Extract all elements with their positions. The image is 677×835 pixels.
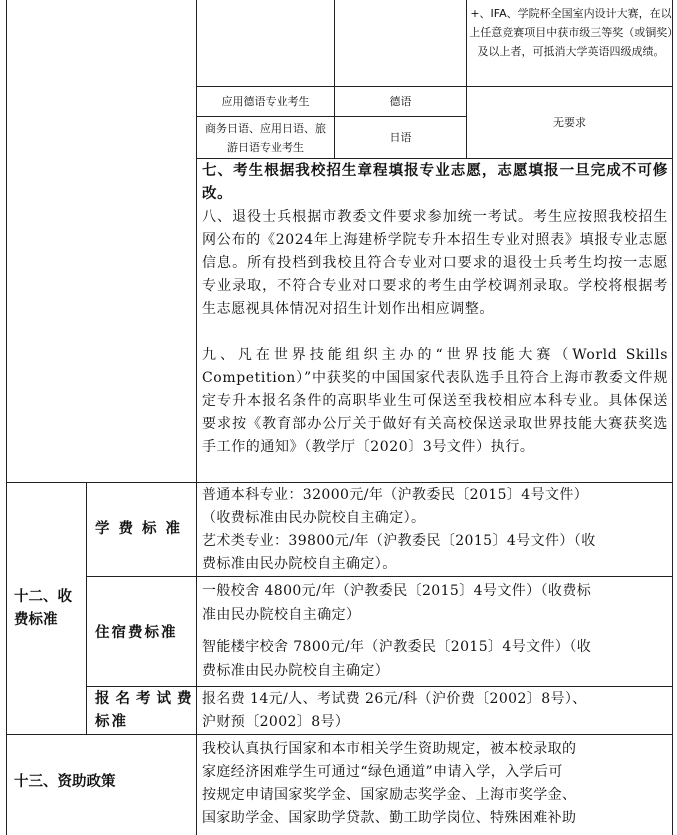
- lodging-label: 住宿费标准: [95, 625, 178, 641]
- outer-left-border: [6, 0, 7, 835]
- exam-fee-label-2: 标准: [95, 714, 128, 730]
- aid-line-3: 按规定申请国家奖学金、国家励志奖学金、上海市奖学金、: [202, 787, 577, 803]
- exam-fee-line-1: 报名费 14元/人、考试费 26元/科（沪价费〔2002〕8号）、: [202, 691, 587, 707]
- aid-line-1: 我校认真执行国家和本市相关学生资助规定，被本校录取的: [202, 741, 577, 757]
- tuition-line-2: （收费标准由民办院校自主确定）。: [202, 510, 426, 526]
- req-table-bottom-line: [196, 158, 673, 159]
- lodging-bottom-line: [86, 686, 673, 687]
- tuition-line-4: 费标准由民办院校自主确定）。: [202, 556, 397, 572]
- fees-bottom-line: [6, 734, 673, 735]
- requirement-none: 无要求: [553, 116, 586, 129]
- aid-section-label: 十三、资助政策: [14, 774, 116, 790]
- exam-fee-label-1: 报名考试费: [95, 691, 198, 707]
- fees-sub-divider: [86, 482, 87, 734]
- note-item-8: 八、退役士兵根据市教委文件要求参加统一考试。考生应按照我校招生网公布的《2024年上海建桥学院专升本招生专业对照表》填报专业志愿信息。所有投档到我校且符合专业对口要求的退役士兵考生均按一志愿专业录取，不符合专业对口要求的考生由学校调剂录取。学校将根据考生志愿视具体情况对招生计划作出相应调整。: [202, 209, 668, 317]
- tuition-line-1: 普通本科专业：32000元/年（沪教委民〔2015〕4号文件）: [202, 487, 589, 503]
- note-item-9: 九、凡在世界技能组织主办的“世界技能大赛（World Skills Competition）”中获奖的中国国家代表队选手且符合上海市教委文件规定专升本报名条件的高职毕业生可保送至我校相应本科专业。具体保送要求按《教育部办公厅关于做好有关高校保送录取世界技能大赛获奖选手工作的通知》（教学厅〔2020〕3号文件）执行。: [202, 347, 668, 455]
- tuition-line-3: 艺术类专业：39800元/年（沪教委民〔2015〕4号文件）（收: [202, 533, 596, 549]
- language-german: 德语: [389, 95, 412, 108]
- note-item-7: 七、考生根据我校招生章程填报专业志愿，志愿填报一旦完成不可修改。: [202, 163, 668, 202]
- fees-section-label-1: 十二、收: [14, 589, 72, 605]
- competition-note: +、IFA、学院杯全国室内设计大赛，在以上任意竞赛项目中获市级三等奖（或铜奖）及以上者，可抵消大学英语四级成绩。: [469, 7, 673, 58]
- lodging-line-1: 一般校舍 4800元/年（沪教委民〔2015〕4号文件）（收费标: [202, 583, 592, 599]
- aid-line-2: 家庭经济困难学生可通过“绿色通道”申请入学，入学后可: [202, 764, 563, 780]
- lodging-line-3: 智能楼宇校舍 7800元/年（沪教委民〔2015〕4号文件）（收: [202, 639, 592, 655]
- lodging-line-2: 准由民办院校自主确定）: [202, 607, 361, 623]
- major-japanese: 商务日语、应用日语、旅游日语专业考生: [205, 121, 326, 154]
- language-japanese: 日语: [389, 131, 412, 144]
- fees-top-line: [6, 482, 673, 483]
- exam-fee-line-2: 沪财预〔2002〕8号）: [202, 714, 350, 730]
- outer-right-border: [672, 0, 673, 835]
- major-german: 应用德语专业考生: [221, 95, 310, 108]
- fees-section-label-2: 费标准: [14, 612, 58, 628]
- tuition-label: 学费标准: [95, 521, 189, 537]
- tuition-bottom-line: [86, 576, 673, 577]
- aid-line-4: 国家助学金、国家助学贷款、勤工助学岗位、特殊困难补助: [202, 810, 577, 826]
- lodging-line-4: 费标准由民办院校自主确定）: [202, 663, 390, 679]
